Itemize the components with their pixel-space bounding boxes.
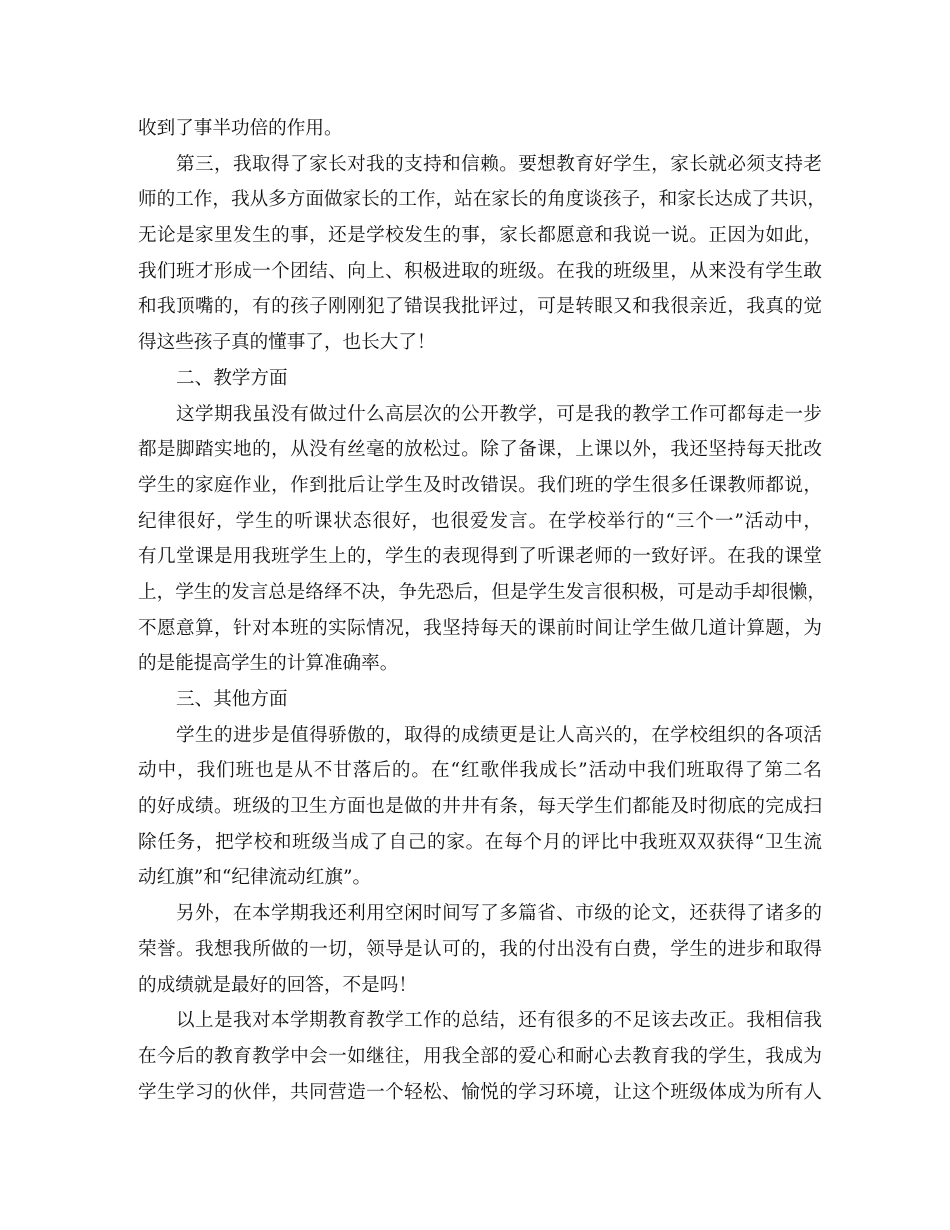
document-body bbox=[138, 111, 826, 1110]
text-line: 动红旗”和“纪律流动红旗”。 bbox=[138, 867, 372, 889]
text-line: 学生学习的伙伴，共同营造一个轻松、愉悦的学习环境，让这个班级体成为所有人 bbox=[138, 1081, 822, 1103]
text-line: 动中，我们班也是从不甘落后的。在“红歌伴我成长”活动中我们班取得了第二名 bbox=[138, 760, 822, 782]
text-line: 我们班才形成一个团结、向上、积极进取的班级。在我的班级里，从来没有学生敢 bbox=[138, 260, 822, 282]
text-line: 上，学生的发言总是络绎不决，争先恐后，但是学生发言很积极，可是动手却很懒， bbox=[138, 581, 826, 603]
text-line: 收到了事半功倍的作用。 bbox=[138, 118, 343, 139]
text-line: 的是能提高学生的计算准确率。 bbox=[138, 653, 399, 675]
text-line: 除任务，把学校和班级当成了自己的家。在每个月的评比中我班双双获得“卫生流 bbox=[138, 831, 822, 853]
text-line: 和我顶嘴的，有的孩子刚刚犯了错误我批评过，可是转眼又和我很亲近，我真的觉 bbox=[138, 296, 822, 318]
text-line: 这学期我虽没有做过什么高层次的公开教学，可是我的教学工作可都每走一步 bbox=[176, 403, 822, 425]
text-line: 得这些孩子真的懂事了，也长大了！ bbox=[138, 332, 436, 354]
text-line: 在今后的教育教学中会一如继往，用我全部的爱心和耐心去教育我的学生，我成为 bbox=[138, 1045, 822, 1067]
text-line: 有几堂课是用我班学生上的，学生的表现得到了听课老师的一致好评。在我的课堂 bbox=[138, 546, 822, 568]
text-line: 无论是家里发生的事，还是学校发生的事，家长都愿意和我说一说。正因为如此， bbox=[138, 225, 822, 247]
text-line: 的好成绩。班级的卫生方面也是做的井井有条，每天学生们都能及时彻底的完成扫 bbox=[138, 796, 822, 818]
text-line: 都是脚踏实地的，从没有丝毫的放松过。除了备课，上课以外，我还坚持每天批改 bbox=[138, 439, 822, 461]
text-line: 另外，在本学期我还利用空闲时间写了多篇省、市级的论文，还获得了诸多的 bbox=[176, 903, 822, 925]
text-line: 荣誉。我想我所做的一切，领导是认可的，我的付出没有白费，学生的进步和取得 bbox=[138, 938, 822, 960]
text-line: 学生的家庭作业，作到批后让学生及时改错误。我们班的学生很多任课教师都说， bbox=[138, 474, 822, 496]
text-line: 纪律很好，学生的听课状态很好，也很爱发言。在学校举行的“三个一”活动中， bbox=[138, 510, 822, 532]
text-line: 不愿意算，针对本班的实际情况，我坚持每天的课前时间让学生做几道计算题，为 bbox=[138, 617, 822, 639]
text-line: 二、教学方面 bbox=[176, 367, 288, 389]
text-line: 第三，我取得了家长对我的支持和信赖。要想教育好学生，家长就必须支持老 bbox=[176, 153, 822, 175]
text-line: 三、其他方面 bbox=[176, 689, 288, 710]
text-line: 师的工作，我从多方面做家长的工作，站在家长的角度谈孩子，和家长达成了共识， bbox=[138, 189, 826, 211]
text-line: 以上是我对本学期教育教学工作的总结，还有很多的不足该去改正。我相信我 bbox=[176, 1010, 822, 1032]
text-line: 学生的进步是值得骄傲的，取得的成绩更是让人高兴的，在学校组织的各项活 bbox=[176, 724, 822, 746]
text-line: 的成绩就是最好的回答，不是吗！ bbox=[138, 974, 417, 996]
